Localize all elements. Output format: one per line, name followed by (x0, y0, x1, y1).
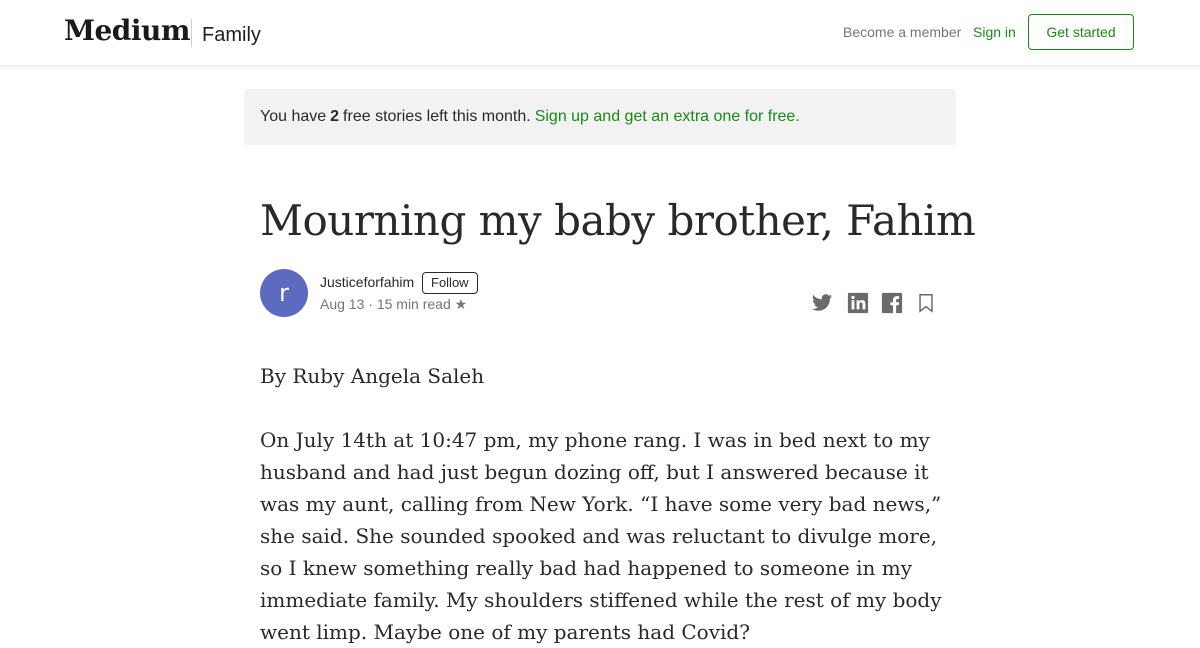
facebook-icon[interactable] (881, 292, 903, 314)
get-started-button[interactable]: Get started (1028, 14, 1134, 50)
medium-logo[interactable]: Medium (64, 14, 191, 47)
banner-count: 2 (330, 108, 340, 125)
header-divider (191, 19, 192, 47)
article-byline: By Ruby Angela Saleh (260, 364, 485, 388)
free-stories-banner (244, 89, 956, 145)
bookmark-icon[interactable] (915, 292, 937, 314)
publication-name[interactable]: Family (202, 24, 261, 46)
article-title: Mourning my baby brother, Fahim (260, 196, 976, 245)
top-header (0, 0, 1200, 66)
article-meta: Aug 13 · 15 min read ★ (320, 296, 468, 312)
banner-prefix: You have (260, 108, 327, 125)
banner-signup-link[interactable]: Sign up and get an extra one for free. (534, 108, 800, 125)
author-avatar[interactable]: r (260, 269, 308, 317)
twitter-icon[interactable] (811, 292, 833, 314)
sign-in-link[interactable]: Sign in (973, 24, 1016, 40)
become-member-link[interactable]: Become a member (843, 24, 962, 40)
linkedin-icon[interactable] (847, 292, 869, 314)
author-name[interactable]: Justiceforfahim (320, 274, 415, 290)
follow-button[interactable]: Follow (422, 272, 478, 294)
article-paragraph: On July 14th at 10:47 pm, my phone rang. I was in bed next to my husband and had just begun dozing off, but I answered because it was my aunt, calling from New York. “I have some very bad news,” she said. She sounded spooked and was reluctant to divulge more, so I knew something really bad had happened to someone in my immediate family. My shoulders stiffened while the rest of my body went limp. Maybe one of my parents had Covid? (260, 428, 942, 644)
banner-suffix: free stories left this month. (343, 108, 531, 125)
